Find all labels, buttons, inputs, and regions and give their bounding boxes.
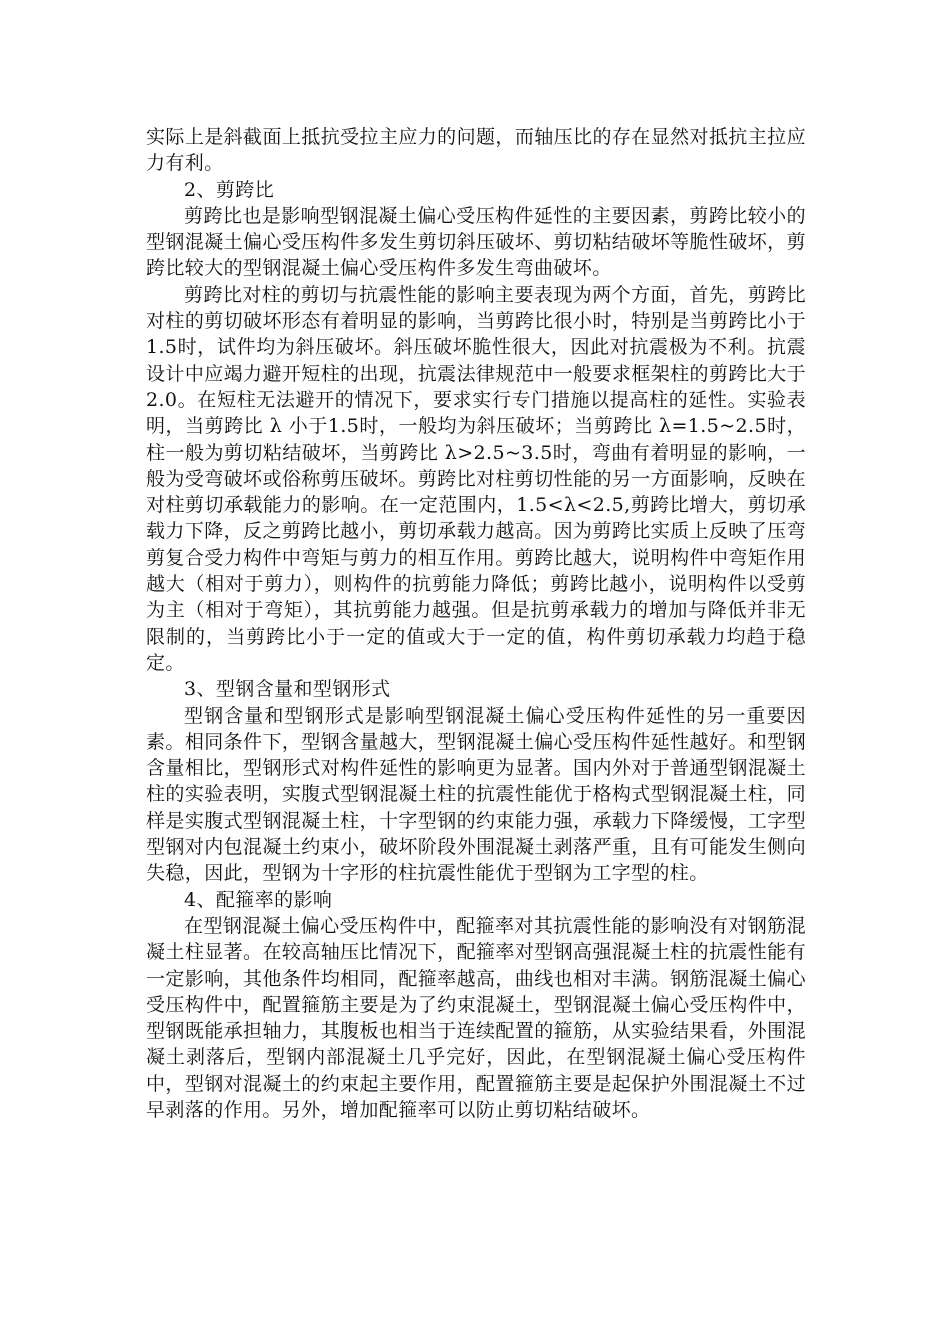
section-heading-steel-content: 3、型钢含量和型钢形式 (184, 678, 391, 701)
paragraph-shear-span-intro: 剪跨比也是影响型钢混凝土偏心受压构件延性的主要因素，剪跨比较小的型钢混凝土偏心受压构件多发生剪切斜压破坏、剪切粘结破坏等脆性破坏，剪跨比较大的型钢混凝土偏心受压构件多发生弯曲破坏。 (146, 204, 806, 280)
document-body (146, 124, 806, 1123)
paragraph-stirrup-ratio: 在型钢混凝土偏心受压构件中，配箍率对其抗震性能的影响没有对钢筋混凝土柱显著。在较高轴压比情况下，配箍率对型钢高强混凝土柱的抗震性能有一定影响，其他条件均相同，配箍率越高，曲线也相对丰满。钢筋混凝土偏心受压构件中，配置箍筋主要是为了约束混凝土，型钢混凝土偏心受压构件中，型钢既能承担轴力，其腹板也相当于连续配置的箍筋，从实验结果看，外围混凝土剥落后，型钢内部混凝土几乎完好，因此，在型钢混凝土偏心受压构件中，型钢对混凝土的约束起主要作用，配置箍筋主要是起保护外围混凝土不过早剥落的作用。另外，增加配箍率可以防止剪切粘结破坏。 (146, 914, 806, 1121)
paragraph-shear-span-effects: 剪跨比对柱的剪切与抗震性能的影响主要表现为两个方面，首先，剪跨比对柱的剪切破坏形态有着明显的影响，当剪跨比很小时，特别是当剪跨比小于1.5时，试件均为斜压破坏。斜压破坏脆性很大，因此对抗震极为不利。抗震设计中应竭力避开短柱的出现，抗震法律规范中一般要求框架柱的剪跨比大于2.0。在短柱无法避开的情况下，要求实行专门措施以提高柱的延性。实验表明，当剪跨比 λ 小于1.5时，一般均为斜压破坏；当剪跨比 λ=1.5~2.5时，柱一般为剪切粘结破坏，当剪跨比 λ>2.5~3.5时，弯曲有着明显的影响，一般为受弯破坏或俗称剪压破坏。剪跨比对柱剪切性能的另一方面影响，反映在对柱剪切承载能力的影响。在一定范围内，1.5<λ<2.5,剪跨比增大，剪切承载力下降，反之剪跨比越小，剪切承载力越高。因为剪跨比实质上反映了压弯剪复合受力构件中弯矩与剪力的相互作用。剪跨比越大，说明构件中弯矩作用越大（相对于剪力），则构件的抗剪能力降低；剪跨比越小，说明构件以受剪为主（相对于弯矩），其抗剪能力越强。但是抗剪承载力的增加与降低并非无限制的，当剪跨比小于一定的值或大于一定的值，构件剪切承载力均趋于稳定。 (146, 283, 806, 674)
section-heading-stirrup-ratio: 4、配箍率的影响 (184, 888, 333, 911)
paragraph-continuation: 实际上是斜截面上抵抗受拉主应力的问题，而轴压比的存在显然对抵抗主拉应力有利。 (146, 126, 806, 175)
section-heading-shear-span-ratio: 2、剪跨比 (184, 178, 275, 201)
paragraph-steel-content: 型钢含量和型钢形式是影响型钢混凝土偏心受压构件延性的另一重要因素。相同条件下，型钢含量越大，型钢混凝土偏心受压构件延性越好。和型钢含量相比，型钢形式对构件延性的影响更为显著。国内外对于普通型钢混凝土柱的实验表明，实腹式型钢混凝土柱的抗震性能优于格构式型钢混凝土柱，同样是实腹式型钢混凝土柱，十字型钢的约束能力强，承载力下降缓慢，工字型型钢对内包混凝土约束小，破坏阶段外围混凝土剥落严重，且有可能发生侧向失稳，因此，型钢为十字形的柱抗震性能优于型钢为工字型的柱。 (146, 704, 806, 885)
